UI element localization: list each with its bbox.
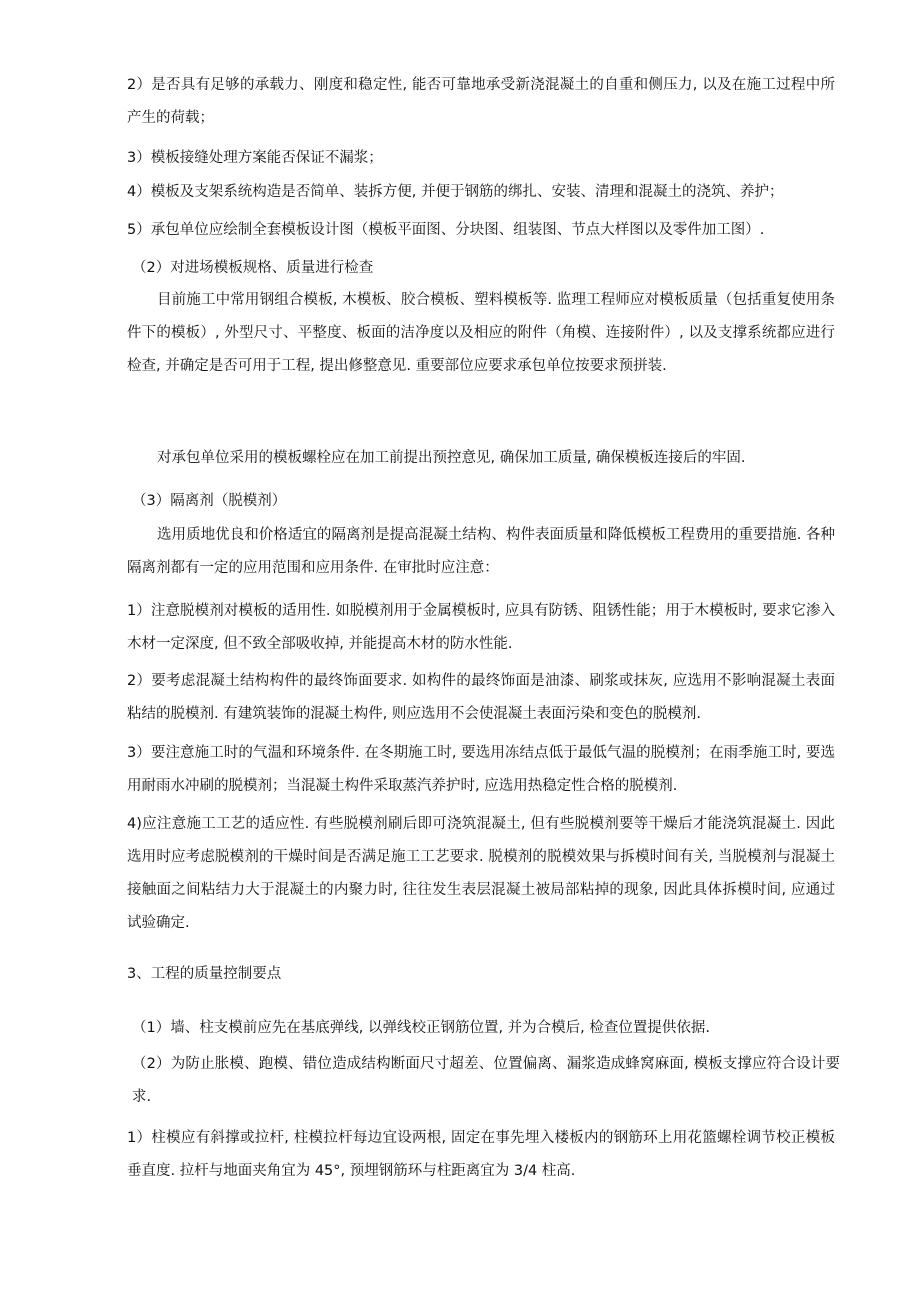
paragraph-item-3: 3）模板接缝处理方案能否保证不漏浆； <box>127 150 383 166</box>
paragraph-bolt-control: 对承包单位采用的模板螺栓应在加工前提出预控意见, 确保加工质量, 确保模板连接后的牢固. <box>157 450 746 466</box>
paragraph-release-agent-2: 2）要考虑混凝土结构构件的最终饰面要求. 如构件的最终饰面是油漆、刷浆或抹灰, 应选用不影响混凝土表面粘结的脱模剂. 有建筑装饰的混凝土构件, 则应选用不会使混凝土表面污染和变色的脱模剂. <box>127 673 835 722</box>
paragraph-quality-column-1: 1）柱模应有斜撑或拉杆, 柱模拉杆每边宜设两根, 固定在事先埋入楼板内的钢筋环上用花篮螺栓调节校正模板垂直度. 拉杆与地面夹角宜为 45°, 预埋钢筋环与柱距离宜为 3/4 柱高. <box>127 1130 835 1179</box>
paragraph-release-agent-3: 3）要注意施工时的气温和环境条件. 在冬期施工时, 要选用冻结点低于最低气温的脱模剂；在雨季施工时, 要选用耐雨水冲刷的脱模剂；当混凝土构件采取蒸汽养护时, 应选用热稳定性合格的脱模剂. <box>127 745 835 794</box>
paragraph-release-agent-1: 1）注意脱模剂对模板的适用性. 如脱模剂用于金属模板时, 应具有防锈、阻锈性能；用于木模板时, 要求它渗入木材一定深度, 但不致全部吸收掉, 并能提高木材的防水性能. <box>127 603 835 652</box>
paragraph-release-agent-4: 4)应注意施工工艺的适应性. 有些脱模剂刷后即可浇筑混凝土, 但有些脱模剂要等干燥后才能浇筑混凝土. 因此选用时应考虑脱模剂的干燥时间是否满足施工工艺要求. 脱模剂的脱模效果与拆模时间有关, 当脱模剂与混凝土接触面之间粘结力大于混凝土的内聚力时, 往往发生表层混凝土被局部粘掉的现象, 因此具体拆模时间, 应通过试验确定. <box>127 816 835 931</box>
paragraph-item-5: 5）承包单位应绘制全套模板设计图（模板平面图、分块图、组装图、节点大样图以及零件加工图）. <box>127 222 765 238</box>
paragraph-quality-2: （2）为防止胀模、跑模、错位造成结构断面尺寸超差、位置偏离、漏浆造成蜂窝麻面, 模板支撑应符合设计要求. <box>132 1056 840 1105</box>
paragraph-quality-1: （1）墙、柱支模前应先在基底弹线, 以弹线校正钢筋位置, 并为合模后, 检查位置提供依据. <box>132 1020 710 1036</box>
paragraph-release-agent-intro: 选用质地优良和价格适宜的隔离剂是提高混凝土结构、构件表面质量和降低模板工程费用的重要措施. 各种隔离剂都有一定的应用范围和应用条件. 在审批时应注意： <box>127 527 835 576</box>
paragraph-item-2: 2）是否具有足够的承载力、刚度和稳定性, 能否可靠地承受新浇混凝土的自重和侧压力, 以及在施工过程中所产生的荷载； <box>127 77 835 126</box>
section-heading-3: （3）隔离剂（脱模剂） <box>132 493 287 509</box>
section-heading-quality: 3、工程的质量控制要点 <box>127 966 282 982</box>
paragraph-item-4: 4）模板及支架系统构造是否简单、装拆方便, 并便于钢筋的绑扎、安装、清理和混凝土的浇筑、养护； <box>127 184 784 200</box>
paragraph-template-inspection: 目前施工中常用钢组合模板, 木模板、胶合模板、塑料模板等. 监理工程师应对模板质量（包括重复使用条件下的模板）, 外型尺寸、平整度、板面的洁净度以及相应的附件（角模、连接附件）, 以及支撑系统都应进行检查, 并确定是否可用于工程, 提出修整意见. 重要部位应要求承包单位按要求预拼装. <box>127 292 835 374</box>
section-heading-2: （2）对进场模板规格、质量进行检查 <box>132 260 374 276</box>
